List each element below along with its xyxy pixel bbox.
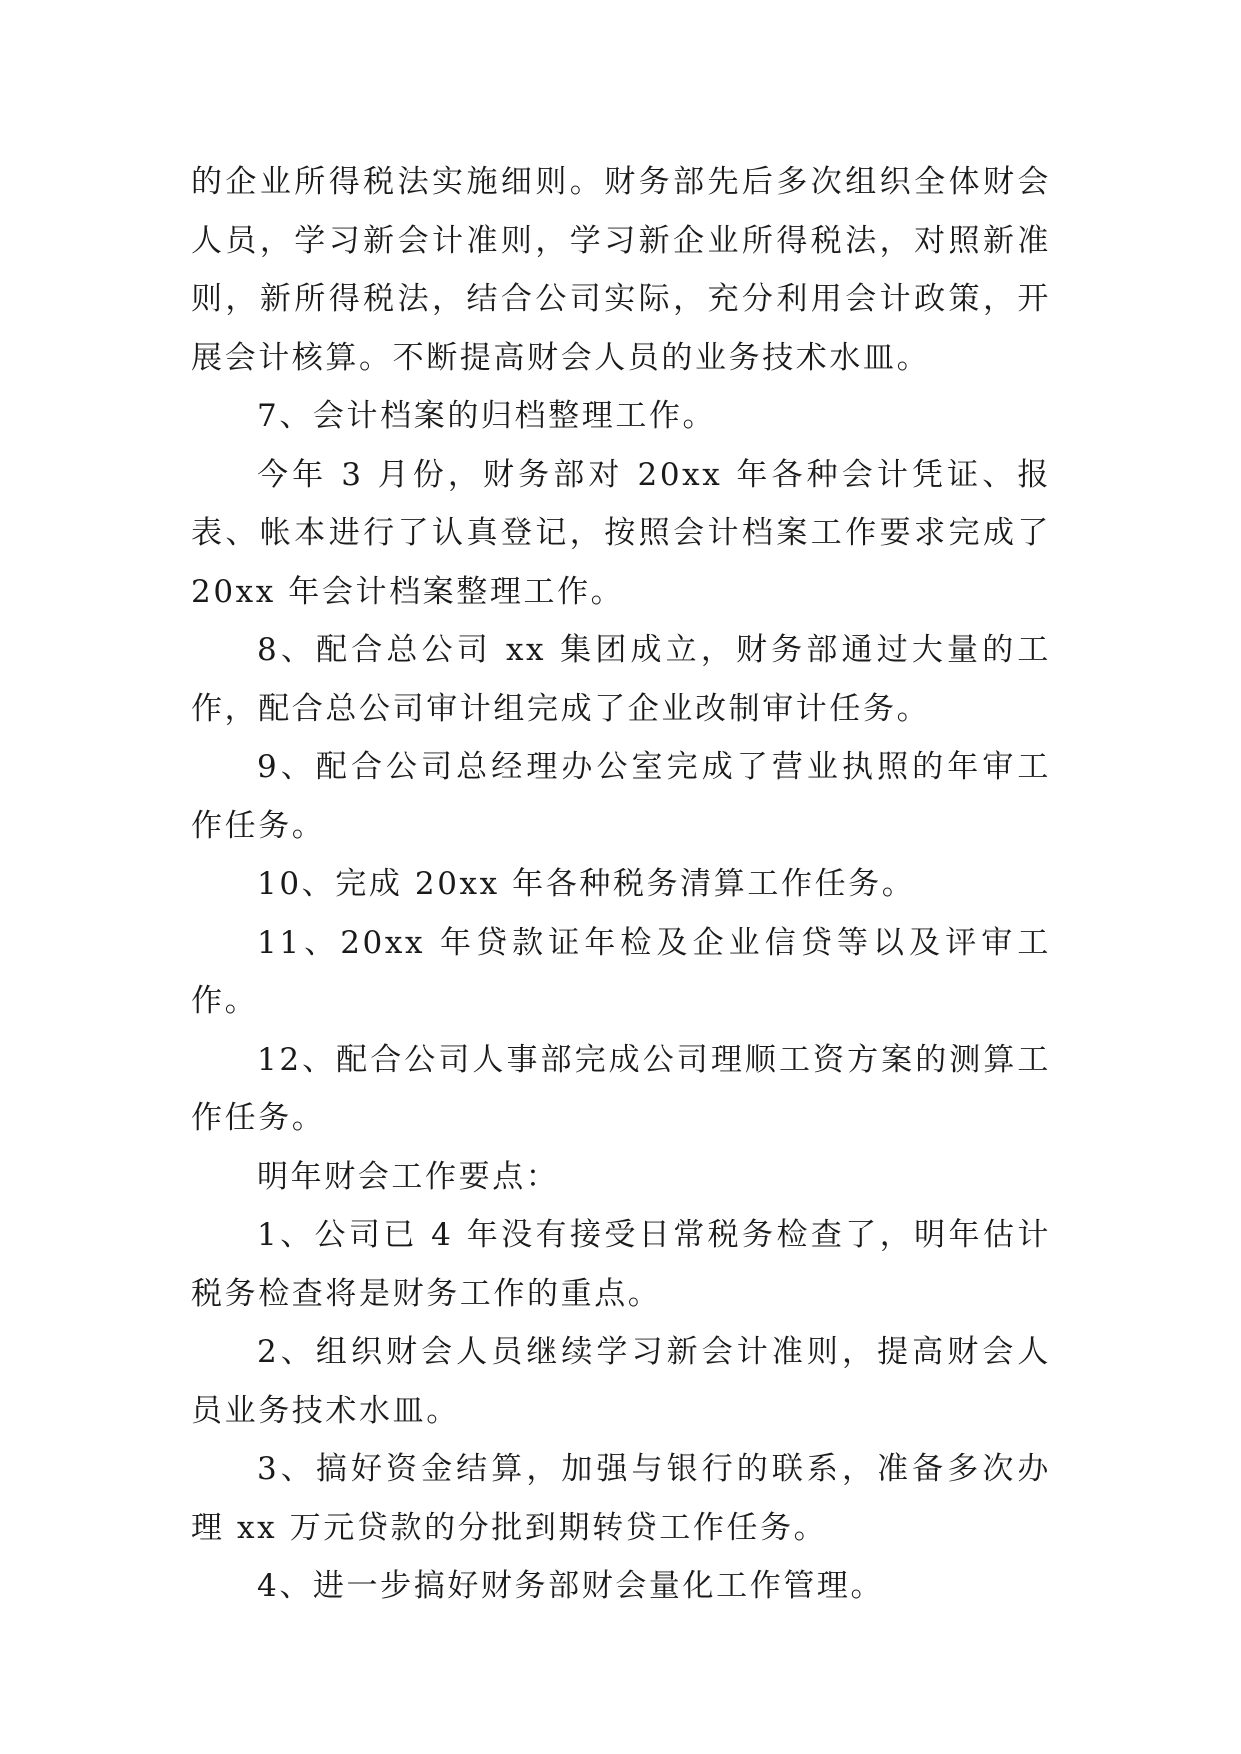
paragraph-13: 4、进一步搞好财务部财会量化工作管理。 <box>257 1568 885 1604</box>
paragraph-10: 1、公司已 4 年没有接受日常税务检查了，明年估计税务检查将是财务工作的重点。 <box>191 1217 1051 1312</box>
paragraph-11: 2、组织财会人员继续学习新会计准则，提高财会人员业务技术水皿。 <box>191 1334 1051 1429</box>
paragraph-7: 11、20xx 年贷款证年检及企业信贷等以及评审工作。 <box>191 924 1051 1019</box>
paragraph-2: 7、会计档案的归档整理工作。 <box>257 398 717 434</box>
section-heading: 明年财会工作要点： <box>257 1158 560 1195</box>
paragraph-1: 的企业所得税法实施细则。财务部先后多次组织全体财会人员，学习新会计准则，学习新企业所得税法，对照新准则，新所得税法，结合公司实际，充分利用会计政策，开展会计核算。不断提高财会人员的业务技术水皿。 <box>191 164 1051 376</box>
paragraph-5: 9、配合公司总经理办公室完成了营业执照的年审工作任务。 <box>191 749 1051 844</box>
paragraph-3: 今年 3 月份，财务部对 20xx 年各种会计凭证、报表、帐本进行了认真登记，按照会计档案工作要求完成了 20xx 年会计档案整理工作。 <box>191 456 1051 610</box>
paragraph-12: 3、搞好资金结算，加强与银行的联系，准备多次办理 xx 万元贷款的分批到期转贷工作任务。 <box>191 1451 1051 1546</box>
paragraph-4: 8、配合总公司 xx 集团成立，财务部通过大量的工作，配合总公司审计组完成了企业改制审计任务。 <box>191 632 1051 727</box>
paragraph-8: 12、配合公司人事部完成公司理顺工资方案的测算工作任务。 <box>191 1041 1051 1136</box>
document-body <box>191 153 1051 1616</box>
paragraph-6: 10、完成 20xx 年各种税务清算工作任务。 <box>257 866 916 902</box>
